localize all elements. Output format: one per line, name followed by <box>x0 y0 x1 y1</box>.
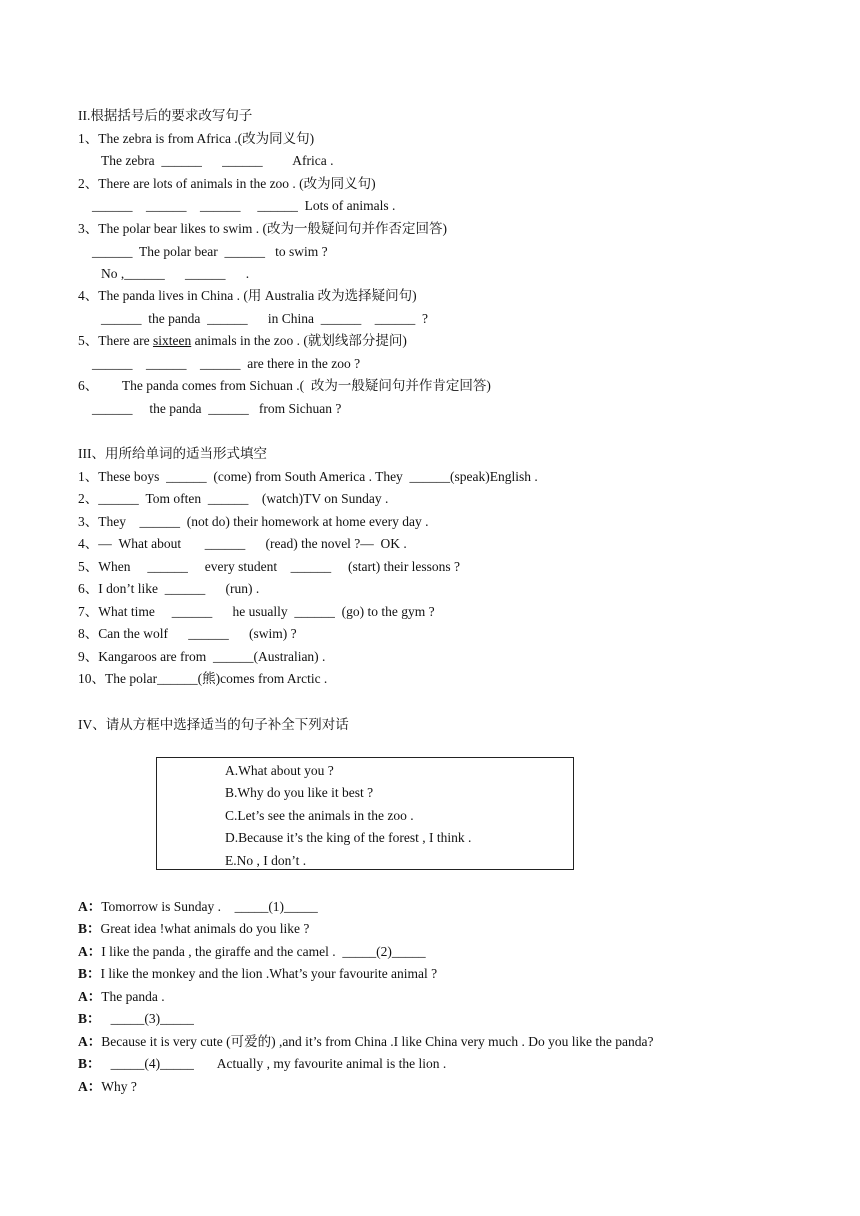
speaker: B： <box>78 1011 101 1026</box>
dialogue-line <box>78 1011 194 1027</box>
speaker: A： <box>78 1079 102 1094</box>
answer-line: ______ the panda ______ from Sichuan ? <box>92 401 342 416</box>
q5-prefix: 5、There are <box>78 333 153 348</box>
dialogue-text: I like the monkey and the lion .What’s your favourite animal ? <box>100 966 438 981</box>
option-e: E.No , I don’t . <box>225 853 307 868</box>
speaker: A： <box>78 1034 102 1049</box>
question-line-5 <box>78 333 407 349</box>
dialogue-line <box>78 1056 446 1072</box>
answer-line: No ,______ ______ . <box>101 266 250 281</box>
dialogue-line <box>78 1034 653 1050</box>
answer-line: ______ ______ ______ ______ Lots of animals . <box>92 198 396 213</box>
fill-line: 5、When ______ every student ______ (start) their lessons ? <box>78 559 461 574</box>
dialogue-line <box>78 899 318 915</box>
q5-suffix: animals in the zoo . (就划线部分提问) <box>191 333 407 348</box>
speaker: A： <box>78 899 102 914</box>
question-line: 4、The panda lives in China . (用 Australia 改为选择疑问句) <box>78 288 417 303</box>
answer-line: ______ ______ ______ are there in the zoo ? <box>92 356 361 371</box>
answer-line: ______ The polar bear ______ to swim ? <box>92 244 328 259</box>
answer-line: The zebra ______ ______ Africa . <box>101 153 334 168</box>
dialogue-text-after: Actually , my favourite animal is the lion . <box>193 1056 447 1071</box>
dialogue-line <box>78 1079 137 1095</box>
section-2-title: II.根据括号后的要求改写句子 <box>78 108 253 123</box>
speaker: A： <box>78 989 102 1004</box>
q5-underlined-word: sixteen <box>152 333 192 348</box>
dialogue-blank: _____(3)_____ <box>110 1011 194 1026</box>
dialogue-text: I like the panda , the giraffe and the camel . <box>101 944 343 959</box>
section-4-title: IV、请从方框中选择适当的句子补全下列对话 <box>78 717 349 732</box>
option-c: C.Let’s see the animals in the zoo . <box>225 808 414 823</box>
dialogue-blank: _____(4)_____ <box>110 1056 194 1071</box>
dialogue-blank: _____(2)_____ <box>342 944 426 959</box>
dialogue-line <box>78 989 165 1005</box>
dialogue-text <box>101 1056 111 1071</box>
options-box <box>156 757 574 870</box>
fill-line: 1、These boys ______ (come) from South America . They ______(speak)English . <box>78 469 538 484</box>
question-line: 6、 The panda comes from Sichuan .( 改为一般疑问句并作肯定回答) <box>78 378 491 393</box>
speaker: B： <box>78 921 101 936</box>
dialogue-text: Why ? <box>101 1079 137 1094</box>
fill-line: 3、They ______ (not do) their homework at home every day . <box>78 514 429 529</box>
answer-line: ______ the panda ______ in China ______ ______ ? <box>101 311 428 326</box>
speaker: A： <box>78 944 102 959</box>
option-a: A.What about you ? <box>225 763 334 778</box>
speaker: B： <box>78 1056 101 1071</box>
dialogue-text: Great idea !what animals do you like ? <box>100 921 310 936</box>
dialogue-text: Because it is very cute (可爱的) ,and it’s from China .I like China very much . Do you like the panda? <box>101 1034 654 1049</box>
dialogue-text <box>101 1011 111 1026</box>
dialogue-line <box>78 921 309 937</box>
dialogue-line <box>78 944 426 960</box>
dialogue-text: Tomorrow is Sunday . <box>101 899 235 914</box>
speaker: B： <box>78 966 101 981</box>
fill-line: 8、Can the wolf ______ (swim) ? <box>78 626 297 641</box>
option-d: D.Because it’s the king of the forest , I think . <box>225 830 472 845</box>
fill-line: 7、What time ______ he usually ______ (go) to the gym ? <box>78 604 435 619</box>
question-line: 3、The polar bear likes to swim . (改为一般疑问句并作否定回答) <box>78 221 447 236</box>
dialogue-line <box>78 966 437 982</box>
option-b: B.Why do you like it best ? <box>225 785 374 800</box>
dialogue-text: The panda . <box>101 989 165 1004</box>
question-line: 1、The zebra is from Africa .(改为同义句) <box>78 131 315 146</box>
section-3-title: III、用所给单词的适当形式填空 <box>78 446 267 461</box>
dialogue-blank: _____(1)_____ <box>234 899 318 914</box>
fill-line: 10、The polar______(熊)comes from Arctic . <box>78 671 328 686</box>
fill-line: 2、______ Tom often ______ (watch)TV on Sunday . <box>78 491 389 506</box>
fill-line: 4、— What about ______ (read) the novel ?— OK . <box>78 536 407 551</box>
question-line: 2、There are lots of animals in the zoo . (改为同义句) <box>78 176 376 191</box>
fill-line: 6、I don’t like ______ (run) . <box>78 581 260 596</box>
fill-line: 9、Kangaroos are from ______(Australian) . <box>78 649 326 664</box>
